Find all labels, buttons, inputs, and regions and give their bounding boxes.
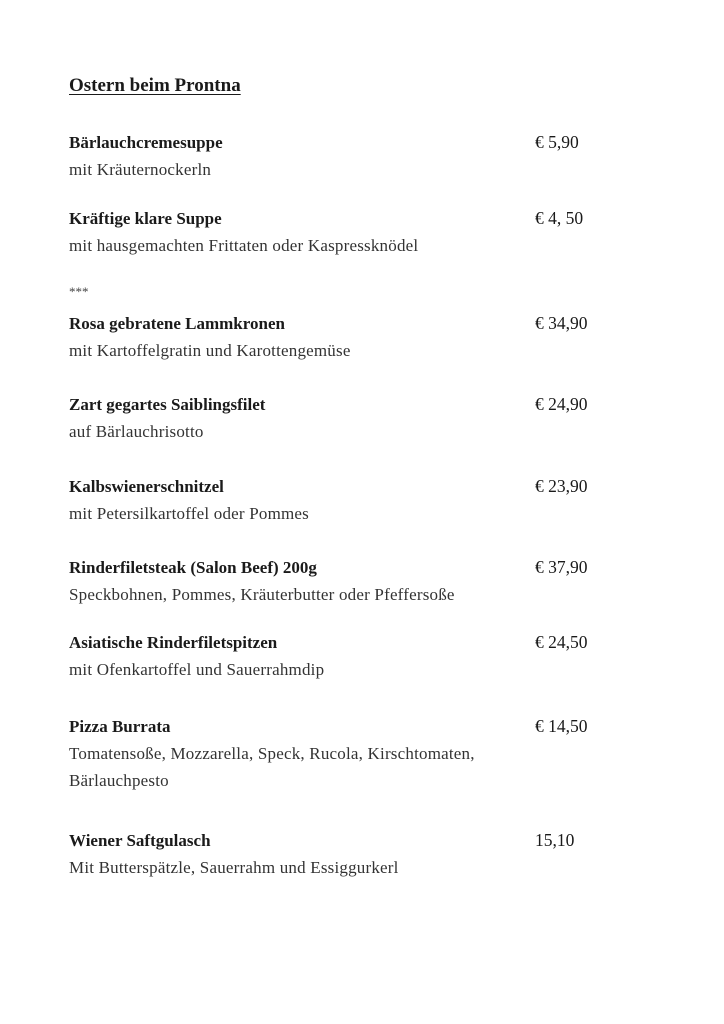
dish-name: Rosa gebratene Lammkronen bbox=[69, 314, 285, 333]
dish-name: Kräftige klare Suppe bbox=[69, 209, 222, 228]
menu-title: Ostern beim Prontna bbox=[69, 75, 241, 96]
dish-price: 15,10 bbox=[535, 830, 575, 850]
dish-description: Speckbohnen, Pommes, Kräuterbutter oder Pfeffersoße bbox=[69, 585, 455, 604]
dish-name: Bärlauchcremesuppe bbox=[69, 133, 223, 152]
dish-name: Kalbswienerschnitzel bbox=[69, 477, 224, 496]
dish-description: auf Bärlauchrisotto bbox=[69, 422, 204, 441]
dish-description-continued: Bärlauchpesto bbox=[69, 771, 169, 790]
dish-name: Wiener Saftgulasch bbox=[69, 831, 211, 850]
dish-name: Zart gegartes Saiblingsfilet bbox=[69, 395, 266, 414]
menu-item bbox=[69, 205, 629, 259]
menu-item bbox=[69, 473, 629, 527]
dish-description: mit hausgemachten Frittaten oder Kaspressknödel bbox=[69, 236, 419, 255]
dish-price: € 4, 50 bbox=[535, 208, 584, 228]
dish-name: Asiatische Rinderfiletspitzen bbox=[69, 633, 278, 652]
dish-price: € 5,90 bbox=[535, 132, 579, 152]
menu-item bbox=[69, 129, 629, 183]
dish-name: Rinderfiletsteak (Salon Beef) 200g bbox=[69, 558, 317, 577]
dish-description: mit Petersilkartoffel oder Pommes bbox=[69, 504, 309, 523]
separator: *** bbox=[69, 284, 89, 299]
dish-description: Mit Butterspätzle, Sauerrahm und Essiggurkerl bbox=[69, 858, 399, 877]
dish-price: € 34,90 bbox=[535, 313, 588, 333]
menu-item bbox=[69, 629, 629, 683]
dish-description: mit Kartoffelgratin und Karottengemüse bbox=[69, 341, 351, 360]
dish-description: mit Kräuternockerln bbox=[69, 160, 212, 179]
menu-item bbox=[69, 713, 629, 794]
menu-item bbox=[69, 391, 629, 445]
menu-item bbox=[69, 554, 629, 608]
dish-price: € 14,50 bbox=[535, 716, 588, 736]
dish-price: € 37,90 bbox=[535, 557, 588, 577]
menu-item bbox=[69, 310, 629, 364]
menu-item bbox=[69, 827, 629, 881]
dish-description: mit Ofenkartoffel und Sauerrahmdip bbox=[69, 660, 325, 679]
dish-description: Tomatensoße, Mozzarella, Speck, Rucola, Kirschtomaten, bbox=[69, 744, 475, 763]
dish-price: € 24,50 bbox=[535, 632, 588, 652]
dish-name: Pizza Burrata bbox=[69, 717, 171, 736]
dish-price: € 24,90 bbox=[535, 394, 588, 414]
dish-price: € 23,90 bbox=[535, 476, 588, 496]
